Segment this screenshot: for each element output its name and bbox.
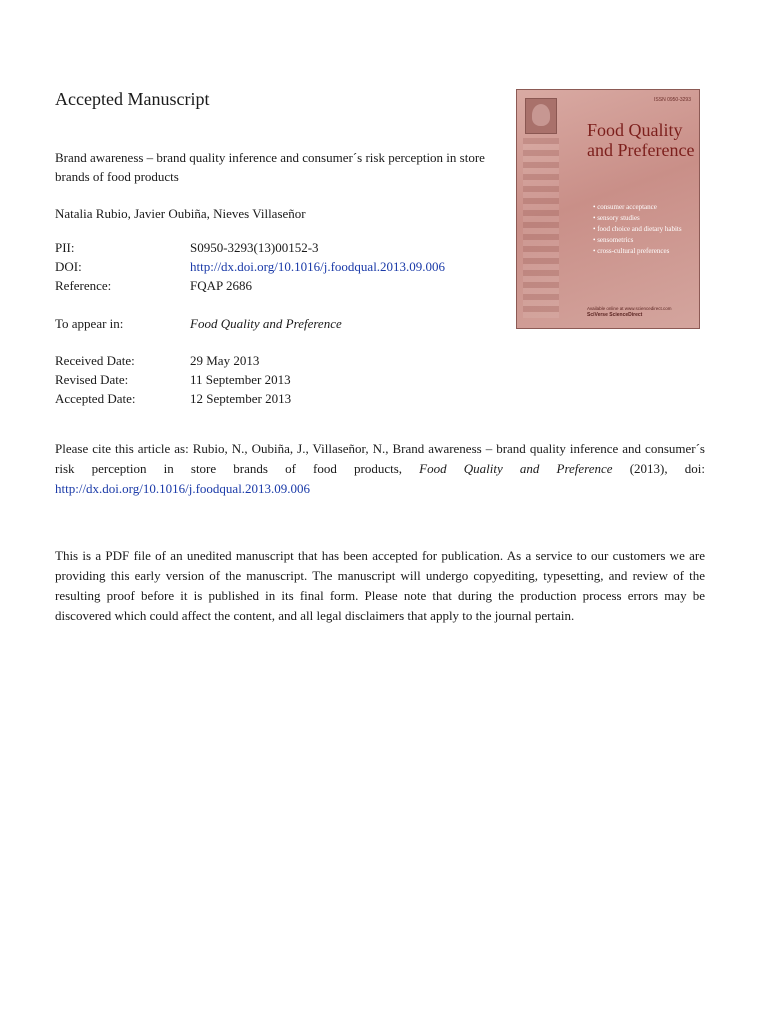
received-label: Received Date: — [55, 353, 135, 368]
appear-journal: Food Quality and Preference — [190, 316, 342, 331]
cover-topics — [593, 203, 697, 258]
doi-label: DOI: — [55, 259, 82, 274]
journal-cover — [516, 89, 700, 329]
cover-topic: • sensory studies — [593, 214, 697, 223]
reference-value: FQAP 2686 — [190, 278, 253, 293]
pii-value: S0950-3293(13)00152-3 — [190, 240, 319, 255]
cover-side-image — [523, 138, 559, 318]
article-title: Brand awareness – brand quality inference and consumer´s risk perception in store brands of food products — [55, 150, 485, 184]
pii-label: PII: — [55, 240, 75, 255]
received-date: 29 May 2013 — [190, 353, 260, 368]
cover-footer — [587, 306, 671, 318]
elsevier-logo — [525, 98, 557, 134]
doi-link[interactable]: http://dx.doi.org/10.1016/j.foodqual.2013.09.006 — [190, 259, 446, 274]
cover-topic: • cross-cultural preferences — [593, 247, 697, 256]
citation-doi-link[interactable]: http://dx.doi.org/10.1016/j.foodqual.2013.09.006 — [55, 481, 311, 496]
accepted-date: 12 September 2013 — [190, 391, 292, 406]
disclaimer-paragraph: This is a PDF file of an unedited manuscript that has been accepted for publication. As a service to our customers we are providing this early version of the manuscript. The manuscript will undergo copyediting, typesetting, and review of the resulting proof before it is published in its final form. Please note that during the production process errors may be discovered which could affect the content, and all legal disclaimers that apply to the journal pertain. — [55, 548, 705, 623]
cover-title: Food Quality and Preference — [587, 120, 695, 160]
citation-middle: (2013), doi: — [612, 461, 705, 476]
authors: Natalia Rubio, Javier Oubiña, Nieves Villaseñor — [55, 206, 306, 221]
revised-label: Revised Date: — [55, 372, 129, 387]
reference-label: Reference: — [55, 278, 112, 293]
cover-topic: • consumer acceptance — [593, 203, 697, 212]
citation-text: Please cite this article as: Rubio, N., Oubiña, J., Villaseñor, N., Brand awareness – brand quality inference and consumer´s risk perception in store brands of food products, — [55, 441, 705, 476]
cover-publisher: SciVerse ScienceDirect — [587, 312, 643, 318]
revised-date: 11 September 2013 — [190, 372, 291, 387]
page-heading: Accepted Manuscript — [55, 89, 210, 109]
cover-foot-line: Available online at www.sciencedirect.com — [587, 306, 672, 311]
cover-topic: • sensometrics — [593, 236, 697, 245]
citation-paragraph — [55, 439, 705, 499]
citation-journal: Food Quality and Preference — [419, 461, 613, 476]
appear-label: To appear in: — [55, 316, 124, 331]
cover-issn: ISSN 0950-3293 — [654, 97, 691, 103]
cover-topic: • food choice and dietary habits — [593, 225, 697, 234]
accepted-label: Accepted Date: — [55, 391, 136, 406]
